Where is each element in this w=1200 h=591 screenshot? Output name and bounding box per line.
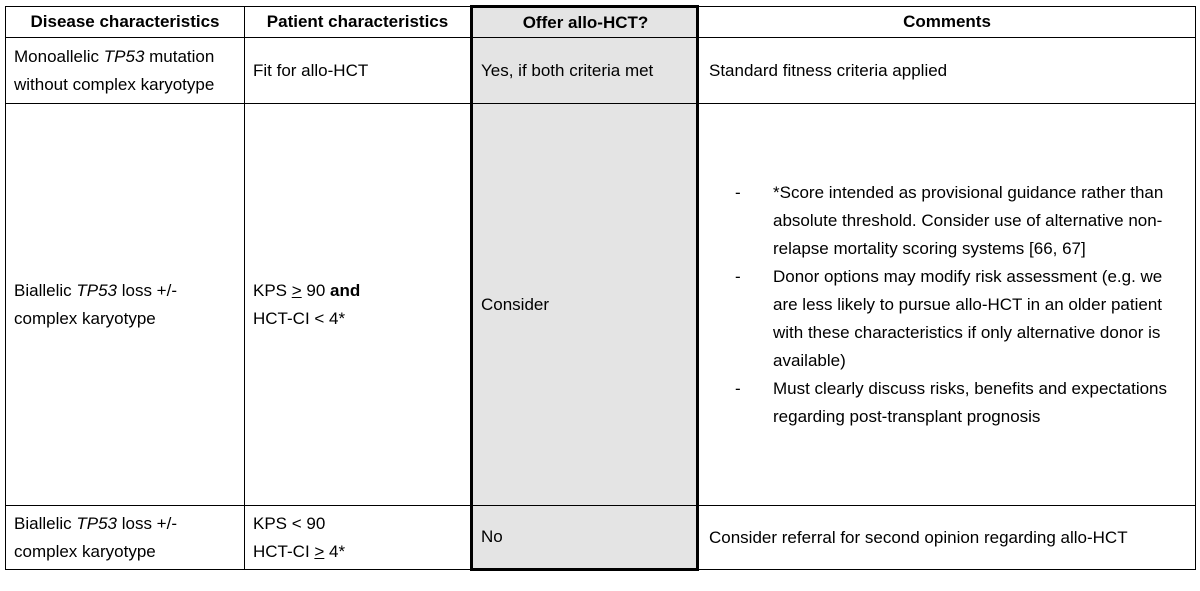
kps-value: 90 xyxy=(301,280,331,300)
hct-label: HCT-CI xyxy=(253,541,315,561)
patient-kps: KPS < 90 xyxy=(253,513,326,533)
offer-text: No xyxy=(481,527,503,546)
dash-bullet: - xyxy=(735,182,741,202)
disease-pre: Monoallelic xyxy=(14,46,104,66)
comment-text: *Score intended as provisional guidance rather than absolute threshold. Consider use of alternative non-relapse mortality scoring systems [66, 67] xyxy=(773,182,1164,258)
recommendation-table xyxy=(5,5,1196,571)
header-disease: Disease characteristics xyxy=(6,7,245,38)
dash-bullet: - xyxy=(735,266,741,286)
patient-cell xyxy=(245,506,472,570)
disease-cell xyxy=(6,506,245,570)
table-header-row xyxy=(6,7,1196,38)
and-conjunction: and xyxy=(330,280,361,300)
list-item xyxy=(709,375,1175,431)
header-offer: Offer allo-HCT? xyxy=(472,7,698,38)
comment-cell xyxy=(698,38,1196,104)
table-row xyxy=(6,104,1196,506)
table-row xyxy=(6,38,1196,104)
disease-pre: Biallelic xyxy=(14,280,77,300)
gene-name: TP53 xyxy=(76,513,117,533)
table-row xyxy=(6,506,1196,570)
comment-text: Standard fitness criteria applied xyxy=(709,60,948,80)
comment-cell xyxy=(698,506,1196,570)
hct-operator: > xyxy=(314,541,325,561)
list-item xyxy=(709,179,1175,263)
comment-text: Must clearly discuss risks, benefits and expectations regarding post-transplant prognosis xyxy=(773,378,1168,426)
header-patient: Patient characteristics xyxy=(245,7,472,38)
patient-hct: HCT-CI < 4* xyxy=(253,308,346,328)
offer-cell xyxy=(472,38,698,104)
gene-name: TP53 xyxy=(76,280,117,300)
comment-text: Consider referral for second opinion regarding allo-HCT xyxy=(709,527,1128,547)
patient-cell xyxy=(245,104,472,506)
header-comments: Comments xyxy=(698,7,1196,38)
disease-post: loss +/- complex karyotype xyxy=(14,513,177,561)
disease-cell xyxy=(6,38,245,104)
patient-cell xyxy=(245,38,472,104)
dash-bullet: - xyxy=(735,378,741,398)
offer-cell xyxy=(472,506,698,570)
comment-list xyxy=(709,179,1175,431)
comment-cell xyxy=(698,104,1196,506)
offer-cell xyxy=(472,104,698,506)
patient-kps xyxy=(253,277,462,305)
patient-hct xyxy=(253,538,462,566)
offer-text: Yes, if both criteria met xyxy=(481,60,654,80)
kps-label: KPS xyxy=(253,280,292,300)
patient-text: Fit for allo-HCT xyxy=(253,60,369,80)
disease-cell xyxy=(6,104,245,506)
hct-value: 4* xyxy=(324,541,346,561)
disease-post: loss +/- complex karyotype xyxy=(14,280,177,328)
list-item xyxy=(709,263,1175,375)
comment-text: Donor options may modify risk assessment (e.g. we are less likely to pursue allo-HCT in an older patient with these characteristics if only alternative donor is available) xyxy=(773,266,1163,370)
kps-operator: > xyxy=(291,280,302,300)
disease-post: mutation without complex karyotype xyxy=(14,46,215,94)
disease-pre: Biallelic xyxy=(14,513,77,533)
offer-text: Consider xyxy=(481,294,550,314)
gene-name: TP53 xyxy=(103,46,145,66)
